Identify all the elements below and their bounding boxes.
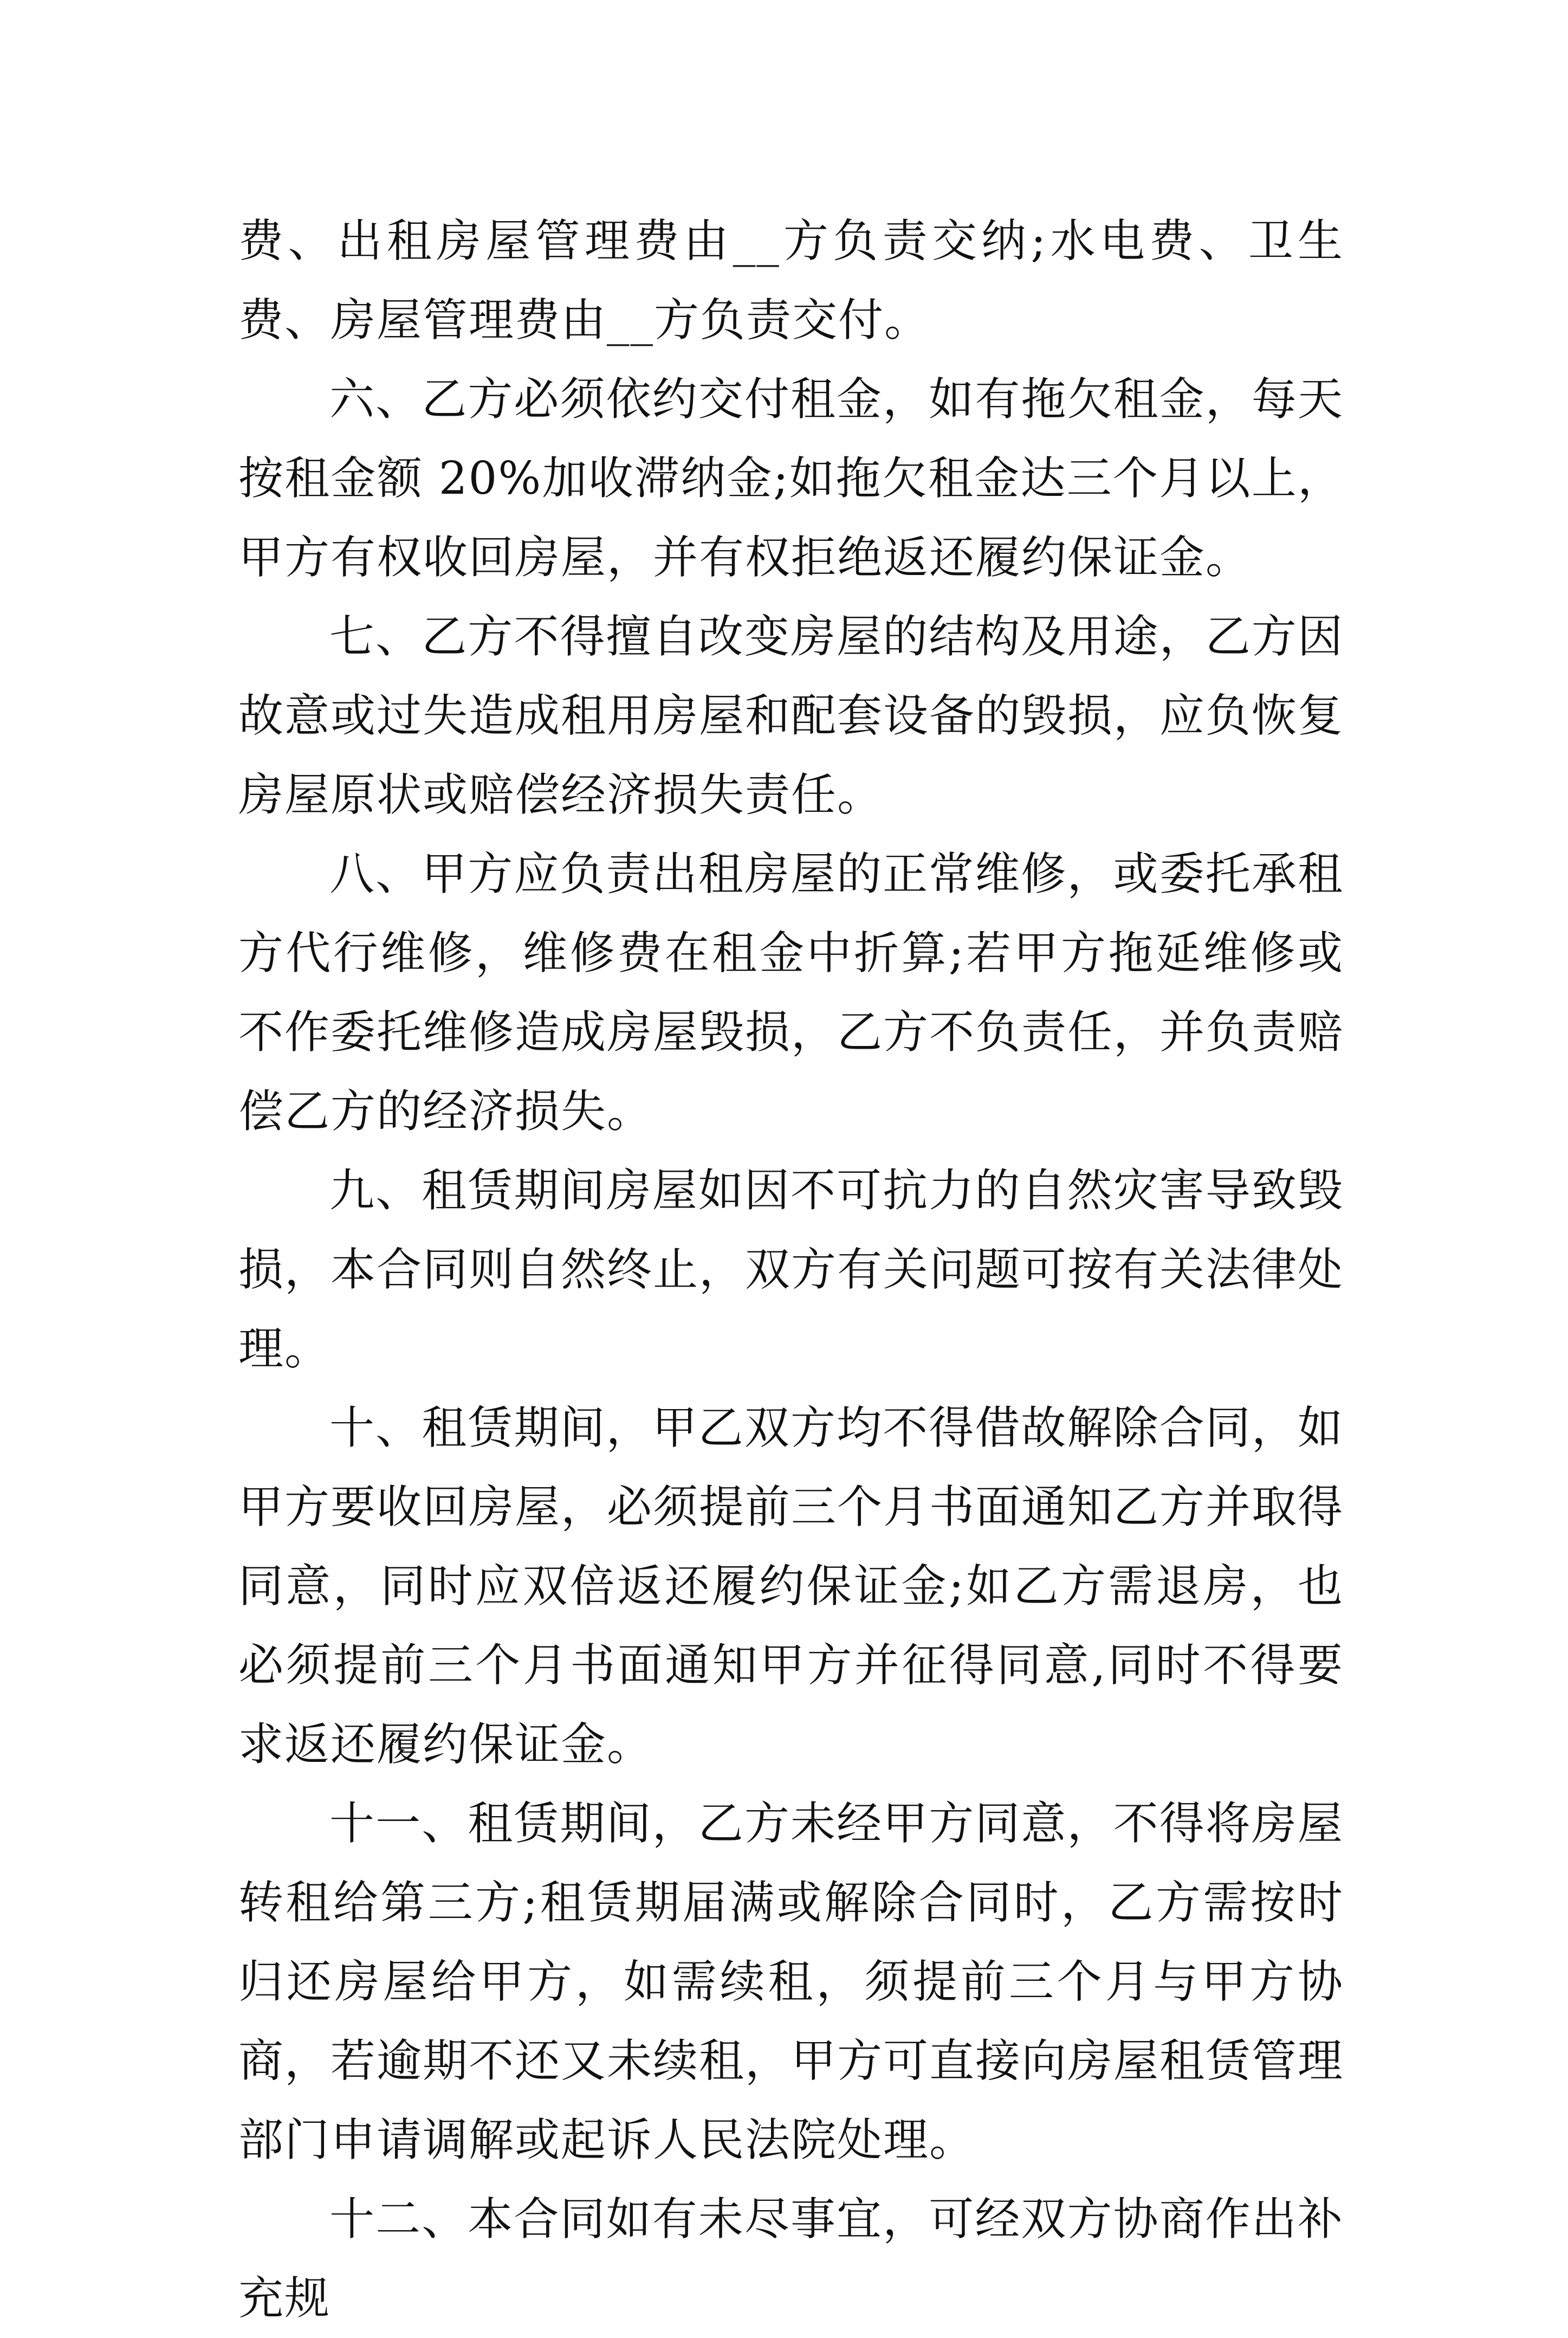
- contract-body: [238, 202, 1344, 2338]
- clause-12-supplementary: 十二、本合同如有未尽事宜，可经双方协商作出补充规: [238, 2193, 1344, 2324]
- paragraph-fees: 费、出租房屋管理费由__方负责交纳;水电费、卫生费、房屋管理费由__方负责交付。: [238, 215, 1344, 346]
- clause-9-force-majeure: 九、租赁期间房屋如因不可抗力的自然灾害导致毁损，本合同则自然终止，双方有关问题可按有关法律处理。: [238, 1164, 1344, 1375]
- clause-7-structure-use: 七、乙方不得擅自改变房屋的结构及用途，乙方因故意或过失造成租用房屋和配套设备的毁损，应负恢复房屋原状或赔偿经济损失责任。: [238, 610, 1344, 821]
- clause-11-sublease-renewal: 十一、租赁期间，乙方未经甲方同意，不得将房屋转租给第三方;租赁期届满或解除合同时，乙方需按时归还房屋给甲方，如需续租，须提前三个月与甲方协商，若逾期不还又未续租，甲方可直接向房屋租赁管理部门申请调解或起诉人民法院处理。: [238, 1797, 1344, 2166]
- clause-10-termination: 十、租赁期间，甲乙双方均不得借故解除合同，如甲方要收回房屋，必须提前三个月书面通知乙方并取得同意，同时应双倍返还履约保证金;如乙方需退房，也必须提前三个月书面通知甲方并征得同意,同时不得要求返还履约保证金。: [238, 1401, 1344, 1771]
- clause-8-maintenance: 八、甲方应负责出租房屋的正常维修，或委托承租方代行维修，维修费在租金中折算;若甲方拖延维修或不作委托维修造成房屋毁损，乙方不负责任，并负责赔偿乙方的经济损失。: [238, 848, 1344, 1138]
- clause-6-rent-payment: 六、乙方必须依约交付租金，如有拖欠租金，每天按租金额 20%加收滞纳金;如拖欠租金达三个月以上，甲方有权收回房屋，并有权拒绝返还履约保证金。: [238, 373, 1344, 584]
